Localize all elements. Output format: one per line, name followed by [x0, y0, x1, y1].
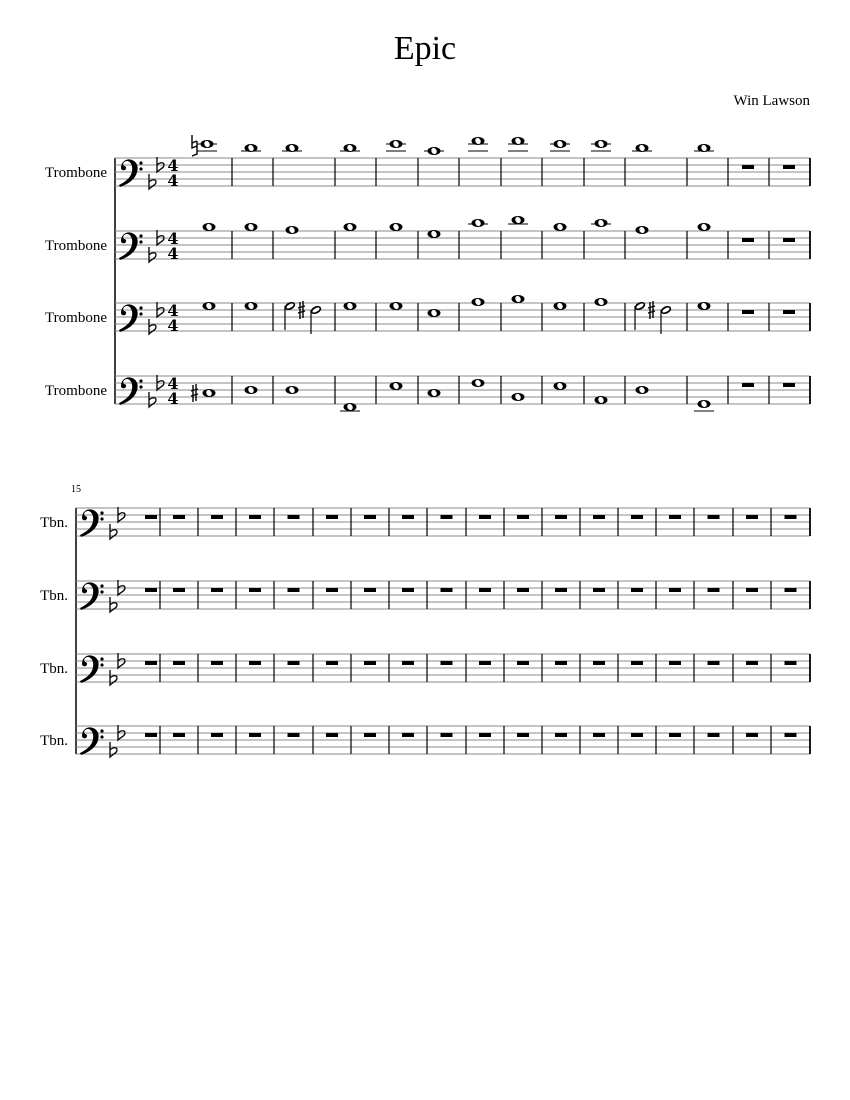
rest-icon — [145, 588, 157, 592]
rest-icon — [742, 165, 754, 169]
rest-icon — [479, 515, 491, 519]
rest-icon — [631, 588, 643, 592]
instrument-label: Trombone — [45, 383, 107, 399]
flat-icon — [149, 247, 156, 262]
rest-icon — [249, 661, 261, 665]
rest-icon — [441, 588, 453, 592]
rest-icon — [173, 588, 185, 592]
rest-icon — [669, 661, 681, 665]
rest-icon — [173, 733, 185, 737]
rest-icon — [288, 661, 300, 665]
rest-icon — [669, 515, 681, 519]
rest-icon — [708, 661, 720, 665]
instrument-label: Tbn. — [40, 733, 68, 749]
rest-icon — [783, 238, 795, 242]
rest-icon — [211, 588, 223, 592]
flat-icon — [149, 319, 156, 334]
instrument-label: Tbn. — [40, 515, 68, 531]
rest-icon — [441, 515, 453, 519]
bass-clef-icon — [119, 232, 143, 260]
rest-icon — [326, 661, 338, 665]
rest-icon — [211, 515, 223, 519]
rest-icon — [211, 661, 223, 665]
rest-icon — [517, 661, 529, 665]
time-signature-top: 4 — [167, 374, 179, 393]
rest-icon — [555, 661, 567, 665]
time-signature-top: 4 — [167, 156, 179, 175]
rest-icon — [593, 733, 605, 737]
flat-icon — [110, 597, 117, 612]
rest-icon — [326, 588, 338, 592]
rest-icon — [288, 515, 300, 519]
time-signature-bottom: 4 — [167, 244, 179, 263]
time-signature-bottom: 4 — [167, 171, 179, 190]
rest-icon — [746, 733, 758, 737]
rest-icon — [479, 588, 491, 592]
flat-icon — [149, 392, 156, 407]
rest-icon — [746, 661, 758, 665]
instrument-label: Trombone — [45, 238, 107, 254]
natural-icon — [192, 135, 197, 156]
rest-icon — [742, 310, 754, 314]
rest-icon — [326, 515, 338, 519]
rest-icon — [364, 733, 376, 737]
rest-icon — [145, 515, 157, 519]
flat-icon — [110, 670, 117, 685]
rest-icon — [631, 661, 643, 665]
rest-icon — [669, 733, 681, 737]
rest-icon — [249, 515, 261, 519]
rest-icon — [593, 515, 605, 519]
time-signature-top: 4 — [167, 301, 179, 320]
rest-icon — [517, 515, 529, 519]
rest-icon — [211, 733, 223, 737]
rest-icon — [364, 588, 376, 592]
flat-icon — [149, 174, 156, 189]
rest-icon — [555, 733, 567, 737]
rest-icon — [402, 661, 414, 665]
rest-icon — [402, 588, 414, 592]
rest-icon — [517, 733, 529, 737]
instrument-label: Tbn. — [40, 661, 68, 677]
rest-icon — [708, 515, 720, 519]
rest-icon — [288, 733, 300, 737]
rest-icon — [402, 515, 414, 519]
rest-icon — [288, 588, 300, 592]
instrument-label: Trombone — [45, 310, 107, 326]
rest-icon — [441, 733, 453, 737]
rest-icon — [593, 588, 605, 592]
rest-icon — [249, 733, 261, 737]
rest-icon — [145, 733, 157, 737]
measure-number: 15 — [71, 484, 81, 495]
rest-icon — [783, 383, 795, 387]
time-signature-top: 4 — [167, 229, 179, 248]
rest-icon — [145, 661, 157, 665]
rest-icon — [746, 588, 758, 592]
bass-clef-icon — [80, 582, 104, 610]
instrument-label: Trombone — [45, 165, 107, 181]
rest-icon — [441, 661, 453, 665]
rest-icon — [783, 310, 795, 314]
time-signature-bottom: 4 — [167, 389, 179, 408]
sharp-icon — [191, 384, 198, 402]
time-signature-bottom: 4 — [167, 316, 179, 335]
flat-icon — [110, 524, 117, 539]
rest-icon — [479, 661, 491, 665]
rest-icon — [785, 515, 797, 519]
bass-clef-icon — [80, 509, 104, 537]
rest-icon — [364, 515, 376, 519]
rest-icon — [742, 383, 754, 387]
rest-icon — [555, 588, 567, 592]
composer-name: Win Lawson — [733, 93, 810, 109]
rest-icon — [708, 733, 720, 737]
rest-icon — [517, 588, 529, 592]
bass-clef-icon — [80, 655, 104, 683]
rest-icon — [708, 588, 720, 592]
instrument-label: Tbn. — [40, 588, 68, 604]
rest-icon — [249, 588, 261, 592]
rest-icon — [593, 661, 605, 665]
rest-icon — [555, 515, 567, 519]
rest-icon — [631, 733, 643, 737]
rest-icon — [785, 661, 797, 665]
flat-icon — [110, 742, 117, 757]
rest-icon — [742, 238, 754, 242]
bass-clef-icon — [119, 159, 143, 187]
bass-clef-icon — [119, 377, 143, 405]
rest-icon — [783, 165, 795, 169]
rest-icon — [785, 733, 797, 737]
rest-icon — [402, 733, 414, 737]
rest-icon — [631, 515, 643, 519]
rest-icon — [479, 733, 491, 737]
rest-icon — [326, 733, 338, 737]
rest-icon — [173, 661, 185, 665]
rest-icon — [785, 588, 797, 592]
rest-icon — [364, 661, 376, 665]
bass-clef-icon — [119, 304, 143, 332]
rest-icon — [746, 515, 758, 519]
rest-icon — [669, 588, 681, 592]
score-title: Epic — [393, 30, 457, 67]
bass-clef-icon — [80, 727, 104, 755]
rest-icon — [173, 515, 185, 519]
